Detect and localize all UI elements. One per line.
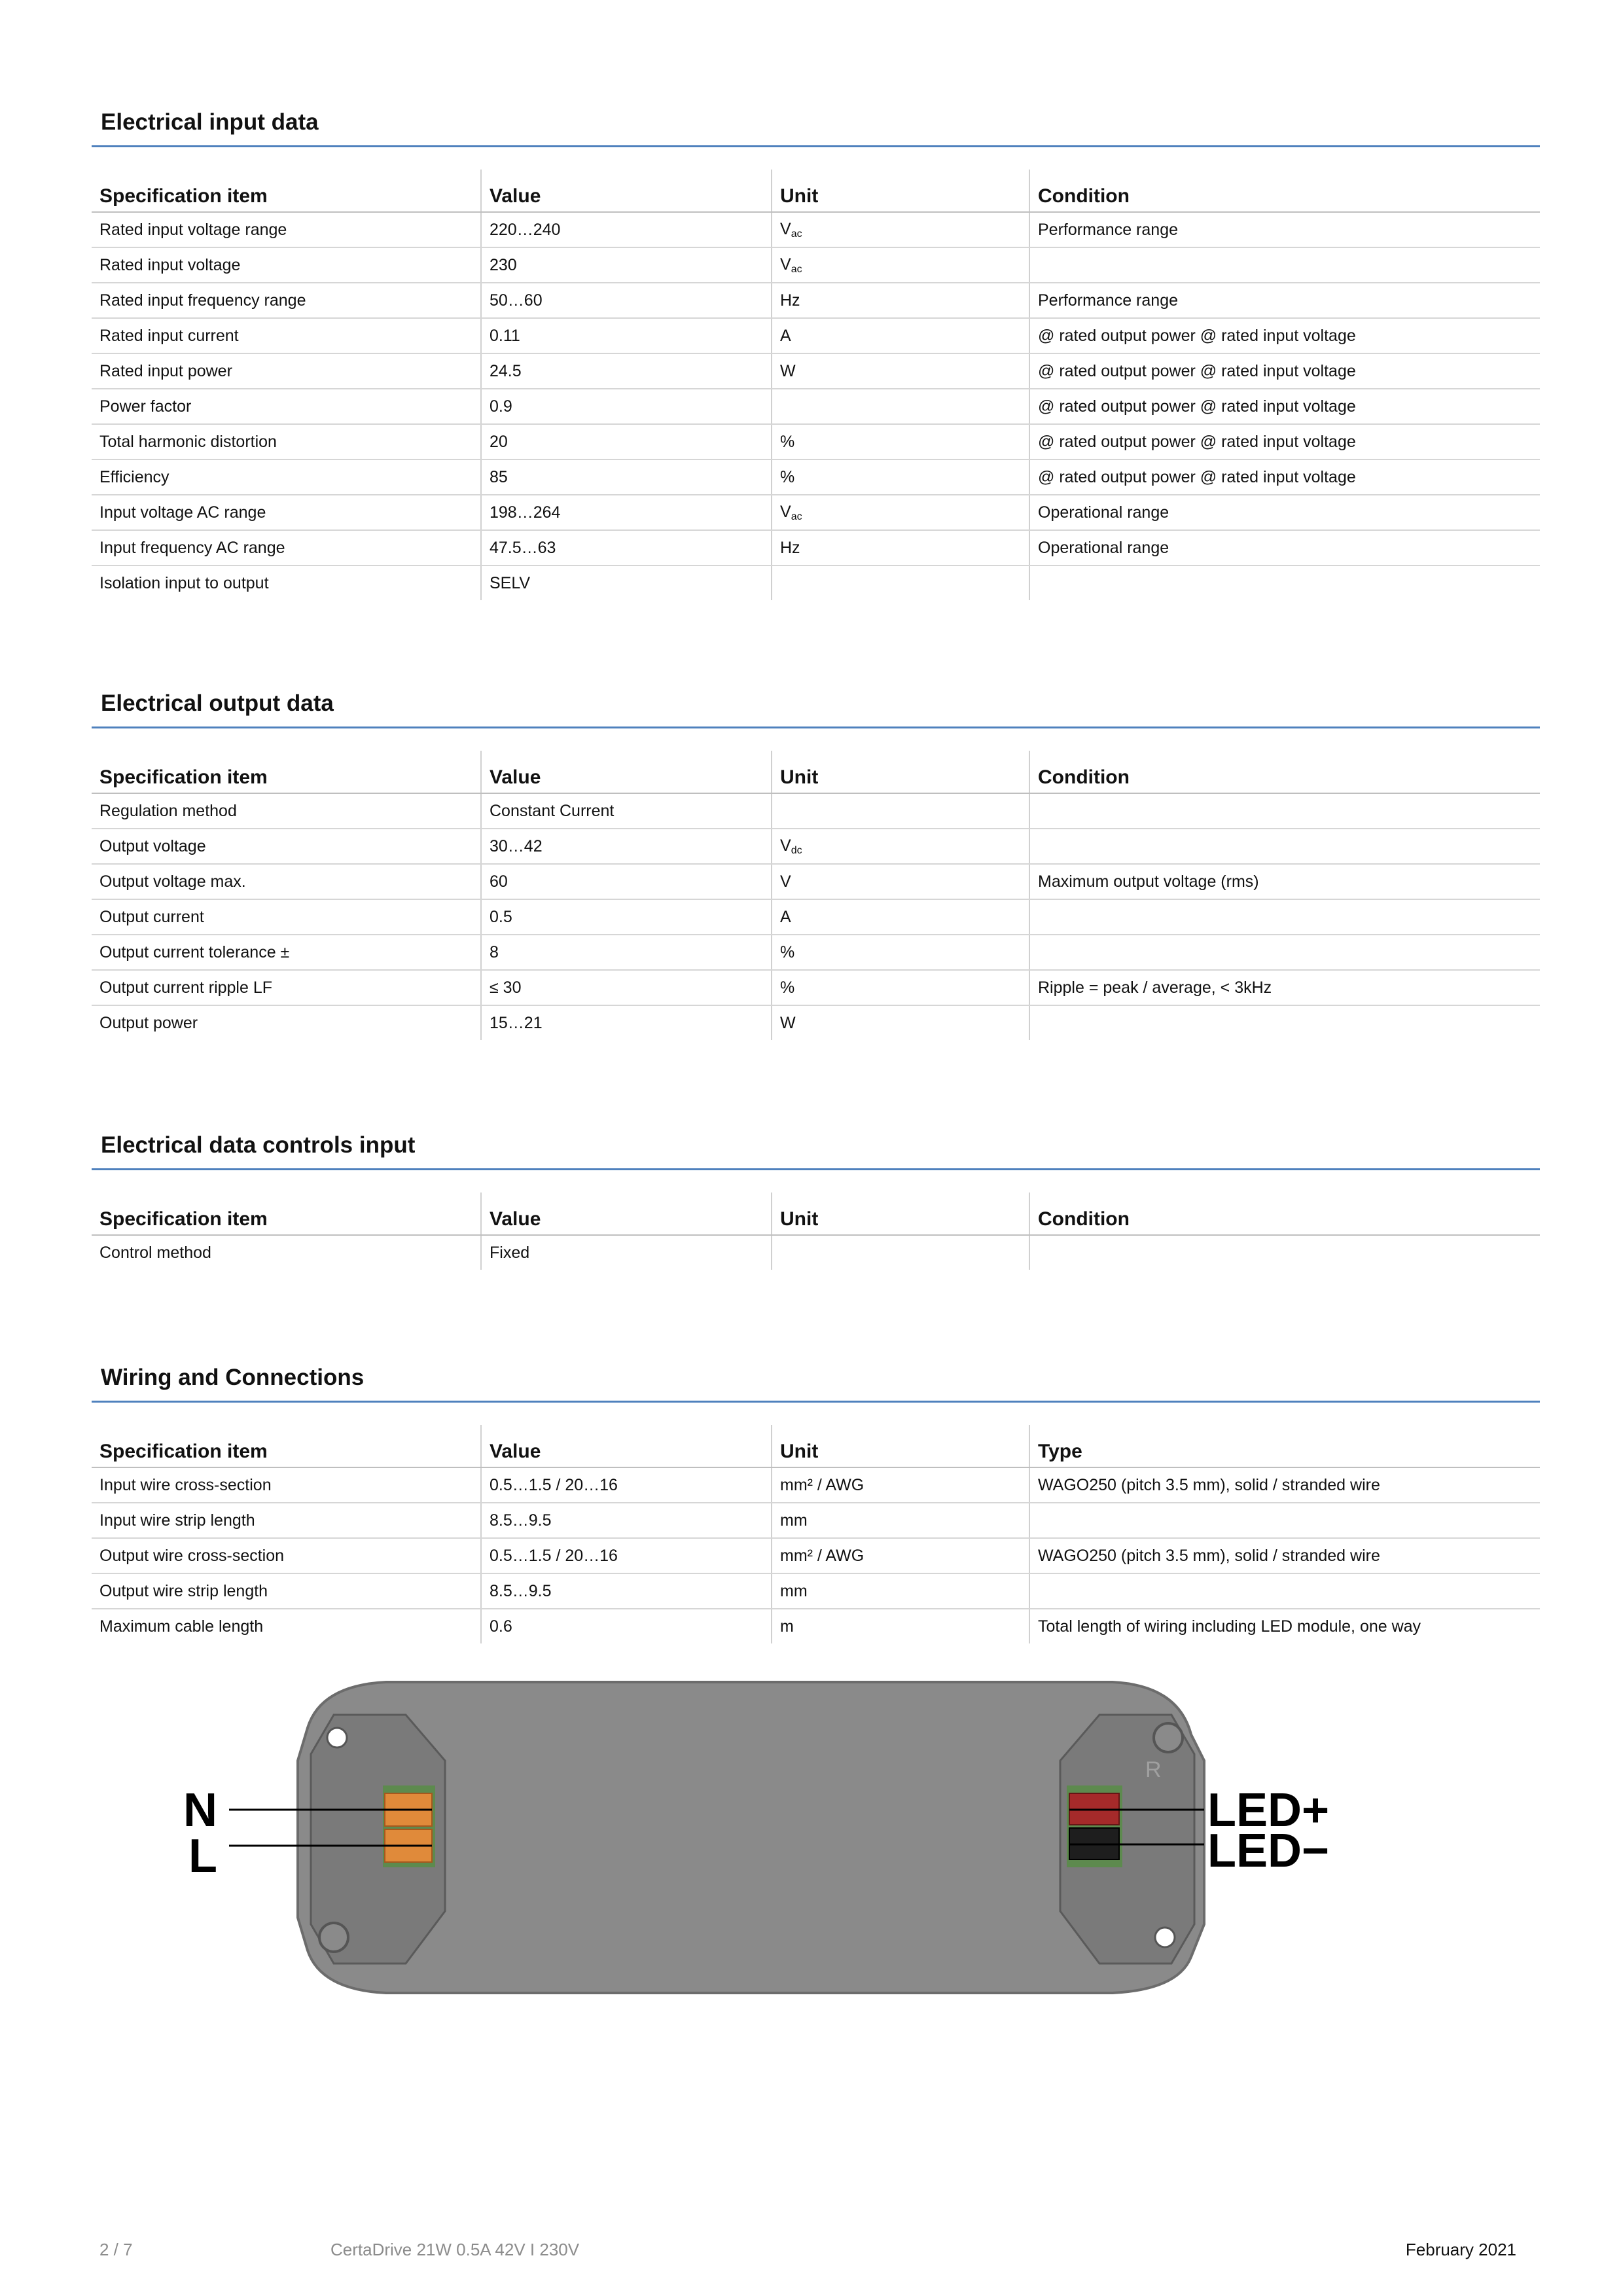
section-title: Electrical data controls input [92, 1122, 1540, 1170]
table-row [92, 935, 1540, 970]
table-row [92, 793, 1540, 829]
table-row [92, 1609, 1540, 1643]
unit-cell: $V_{dc}$ [772, 829, 1029, 864]
table-row [92, 459, 1540, 495]
col-header: Specification item [92, 1425, 481, 1467]
spec-item-cell: Total harmonic distortion [92, 424, 481, 459]
col-header: Specification item [92, 1193, 481, 1235]
section-title: Wiring and Connections [92, 1355, 1540, 1403]
document-date: February 2021 [1405, 2240, 1516, 2259]
spec-item-cell: Efficiency [92, 459, 481, 495]
condition-cell: Performance range [1029, 212, 1540, 247]
condition-cell: @ rated output power @ rated input voltage [1029, 459, 1540, 495]
unit-cell: W [772, 353, 1029, 389]
spec-table [92, 751, 1540, 1040]
unit-cell: % [772, 970, 1029, 1005]
condition-cell: Total length of wiring including LED module, one way [1029, 1609, 1540, 1643]
table-body [92, 793, 1540, 1040]
table-body [92, 1467, 1540, 1643]
value-cell: 30…42 [481, 829, 772, 864]
spec-item-cell: Maximum cable length [99, 1617, 264, 1636]
spec-item-cell: Rated input frequency range [92, 283, 481, 318]
section-electrical-output [92, 681, 1540, 1040]
col-header: Condition [1029, 1193, 1540, 1235]
unit-cell: A [772, 899, 1029, 935]
section-title: Electrical output data [92, 681, 1540, 728]
col-header: Unit [772, 1425, 1029, 1467]
col-header: Value [481, 170, 772, 212]
unit-cell: Hz [772, 283, 1029, 318]
condition-cell [1029, 1235, 1540, 1270]
product-name: CertaDrive 21W 0.5A 42V I 230V [330, 2240, 580, 2259]
table-body [92, 1235, 1540, 1270]
value-cell: 8 [481, 935, 772, 970]
condition-cell [1029, 565, 1540, 600]
condition-cell: WAGO250 (pitch 3.5 mm), solid / stranded wire [1029, 1538, 1540, 1573]
label-led-minus: LED− [1207, 1825, 1330, 1877]
condition-cell [1029, 899, 1540, 935]
col-header: Type [1029, 1425, 1540, 1467]
spec-item-cell: Input wire cross-section [92, 1467, 481, 1503]
table-row [92, 318, 1540, 353]
wiring-diagram [170, 1662, 1335, 2003]
condition-cell [1029, 829, 1540, 864]
unit-cell: $V_{ac}$ [772, 212, 1029, 247]
col-header: Value [481, 1193, 772, 1235]
spec-item-cell: Output wire cross-section [92, 1538, 481, 1573]
table-row [92, 389, 1540, 424]
spec-item-cell: Output current [92, 899, 481, 935]
value-cell: 15…21 [481, 1005, 772, 1040]
condition-cell [1029, 247, 1540, 283]
condition-cell [1029, 793, 1540, 829]
unit-cell: m [772, 1609, 1029, 1643]
spec-item-cell: Output wire strip length [92, 1573, 481, 1609]
spec-item-cell: Output voltage max. [92, 864, 481, 899]
spec-item-cell: Control method [99, 1243, 211, 1262]
unit-cell: mm² / AWG [772, 1467, 1029, 1503]
spec-item-cell: Rated input power [92, 353, 481, 389]
condition-cell [1029, 1005, 1540, 1040]
unit-cell: $V_{ac}$ [772, 495, 1029, 530]
unit-cell: A [772, 318, 1029, 353]
spec-item-cell: Output voltage [92, 829, 481, 864]
spec-table [92, 1425, 1540, 1643]
spec-item-cell: Regulation method [92, 793, 481, 829]
unit-cell: % [772, 424, 1029, 459]
col-header: Unit [772, 751, 1029, 793]
table-row [92, 970, 1540, 1005]
col-header: Specification item [92, 170, 481, 212]
col-header: Condition [1029, 170, 1540, 212]
spec-item-cell: Rated input voltage [92, 247, 481, 283]
spec-item-cell: Input voltage AC range [92, 495, 481, 530]
value-cell: 0.5 [481, 899, 772, 935]
col-header: Unit [772, 1193, 1029, 1235]
condition-cell: Operational range [1029, 495, 1540, 530]
value-cell: 85 [481, 459, 772, 495]
value-cell: 0.11 [481, 318, 772, 353]
value-cell: Constant Current [481, 793, 772, 829]
condition-cell: Performance range [1029, 283, 1540, 318]
unit-cell: % [772, 459, 1029, 495]
condition-cell: @ rated output power @ rated input voltage [1029, 424, 1540, 459]
condition-cell [1029, 1503, 1540, 1538]
spec-item-cell: Rated input voltage range [92, 212, 481, 247]
unit-cell: V [772, 864, 1029, 899]
table-row [92, 1538, 1540, 1573]
spec-table [92, 1193, 1540, 1270]
value-cell: 60 [481, 864, 772, 899]
spec-item-cell: Power factor [92, 389, 481, 424]
spec-table [92, 170, 1540, 600]
condition-cell: Maximum output voltage (rms) [1029, 864, 1540, 899]
table-row [92, 1235, 1540, 1270]
unit-cell: Hz [772, 530, 1029, 565]
spec-item-cell: Input wire strip length [92, 1503, 481, 1538]
spec-item-cell: Output power [99, 1013, 198, 1032]
spec-item-cell: Rated input current [92, 318, 481, 353]
label-n: N [183, 1784, 217, 1837]
spec-item-cell: Output current ripple LF [92, 970, 481, 1005]
section-title: Electrical input data [92, 99, 1540, 147]
unit-cell: mm² / AWG [772, 1538, 1029, 1573]
label-led-plus: LED+ [1207, 1784, 1330, 1837]
value-cell: 0.5…1.5 / 20…16 [481, 1467, 772, 1503]
table-row [92, 1467, 1540, 1503]
unit-cell: W [772, 1005, 1029, 1040]
table-row [92, 283, 1540, 318]
table-row [92, 424, 1540, 459]
unit-cell: mm [772, 1503, 1029, 1538]
table-row [92, 1005, 1540, 1040]
unit-cell [772, 1235, 1029, 1270]
condition-cell: @ rated output power @ rated input voltage [1029, 389, 1540, 424]
condition-cell: WAGO250 (pitch 3.5 mm), solid / stranded wire [1029, 1467, 1540, 1503]
col-header: Condition [1029, 751, 1540, 793]
section-wiring [92, 1355, 1540, 1643]
table-row [92, 899, 1540, 935]
unit-cell: % [772, 935, 1029, 970]
mounting-hole [1155, 1928, 1175, 1947]
value-cell: 47.5…63 [481, 530, 772, 565]
value-cell: 230 [481, 247, 772, 283]
spec-item-cell: Input frequency AC range [92, 530, 481, 565]
polarity-marking: R [1145, 1757, 1162, 1782]
table-row [92, 1503, 1540, 1538]
col-header: Specification item [92, 751, 481, 793]
mounting-hole [319, 1923, 348, 1952]
value-cell: SELV [481, 565, 772, 600]
value-cell: 8.5…9.5 [481, 1503, 772, 1538]
value-cell: 0.5…1.5 / 20…16 [481, 1538, 772, 1573]
unit-cell [772, 793, 1029, 829]
page-number: 2 / 7 [99, 2240, 133, 2259]
unit-cell: $V_{ac}$ [772, 247, 1029, 283]
unit-cell [772, 565, 1029, 600]
label-l: L [188, 1830, 217, 1882]
condition-cell: @ rated output power @ rated input voltage [1029, 353, 1540, 389]
col-header: Value [481, 751, 772, 793]
value-cell: ≤ 30 [481, 970, 772, 1005]
condition-cell: Operational range [1029, 530, 1540, 565]
col-header: Value [481, 1425, 772, 1467]
table-row [92, 212, 1540, 247]
table-row [92, 1573, 1540, 1609]
value-cell: 0.6 [481, 1609, 772, 1643]
value-cell: Fixed [481, 1235, 772, 1270]
table-row [92, 565, 1540, 600]
value-cell: 8.5…9.5 [481, 1573, 772, 1609]
spec-item-cell: Isolation input to output [99, 573, 269, 592]
table-row [92, 353, 1540, 389]
condition-cell: Ripple = peak / average, < 3kHz [1029, 970, 1540, 1005]
value-cell: 220…240 [481, 212, 772, 247]
table-row [92, 495, 1540, 530]
condition-cell [1029, 1573, 1540, 1609]
table-body [92, 212, 1540, 600]
table-row [92, 829, 1540, 864]
mounting-hole [327, 1728, 347, 1748]
value-cell: 24.5 [481, 353, 772, 389]
table-row [92, 247, 1540, 283]
condition-cell: @ rated output power @ rated input voltage [1029, 318, 1540, 353]
value-cell: 198…264 [481, 495, 772, 530]
value-cell: 20 [481, 424, 772, 459]
mounting-hole [1154, 1723, 1183, 1752]
section-electrical-input [92, 99, 1540, 600]
section-controls-input [92, 1122, 1540, 1270]
unit-cell: mm [772, 1573, 1029, 1609]
condition-cell [1029, 935, 1540, 970]
col-header: Unit [772, 170, 1029, 212]
table-row [92, 864, 1540, 899]
value-cell: 50…60 [481, 283, 772, 318]
value-cell: 0.9 [481, 389, 772, 424]
table-row [92, 530, 1540, 565]
spec-item-cell: Output current tolerance ± [92, 935, 481, 970]
unit-cell [772, 389, 1029, 424]
